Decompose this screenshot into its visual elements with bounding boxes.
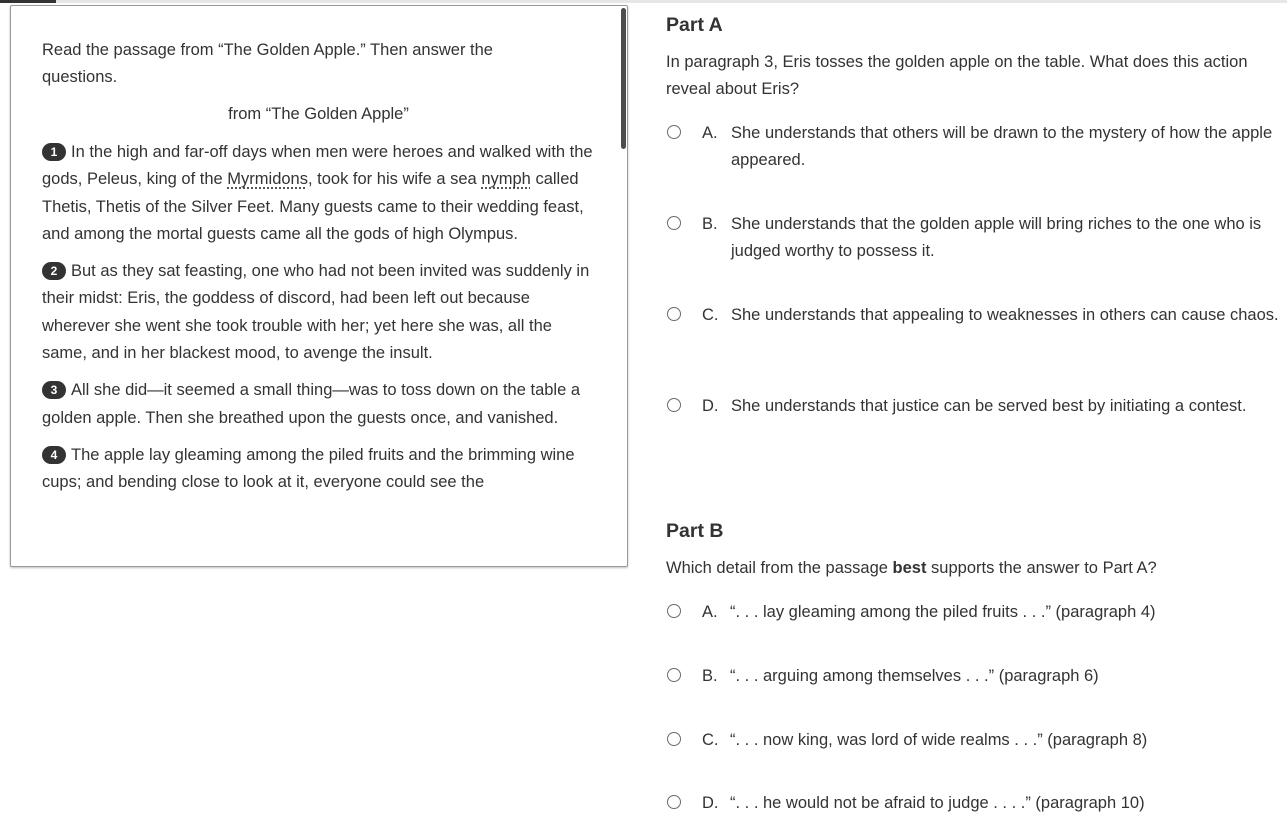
passage-panel[interactable] <box>10 5 628 567</box>
paragraph-number-badge: 4 <box>42 446 66 464</box>
radio-button[interactable] <box>667 125 681 139</box>
active-tab-indicator <box>0 0 56 3</box>
prompt-emphasis: best <box>892 559 927 577</box>
part-a-option-b[interactable] <box>666 211 1287 265</box>
passage-scroll-area[interactable] <box>11 6 627 566</box>
paragraph-text: In the high and far-off days when men were heroes and walked with the gods, Peleus, king of the <box>42 143 593 189</box>
radio-button[interactable] <box>667 668 681 682</box>
option-text: “. . . lay gleaming among the piled fruits . . .” (paragraph 4) <box>730 603 1156 621</box>
radio-button[interactable] <box>667 732 681 746</box>
radio-button[interactable] <box>667 795 681 809</box>
passage-paragraph-4 <box>42 442 595 497</box>
part-b-option-b[interactable] <box>666 663 1287 693</box>
part-b-option-c[interactable] <box>666 727 1287 757</box>
option-text: She understands that justice can be served best by initiating a contest. <box>731 397 1247 415</box>
part-a-heading: Part A <box>666 14 723 36</box>
option-text: “. . . now king, was lord of wide realms . . .” (paragraph 8) <box>730 731 1148 749</box>
option-letter: D. <box>702 397 719 415</box>
part-b-prompt <box>666 555 1266 582</box>
paragraph-number-badge: 3 <box>42 381 66 399</box>
option-letter: D. <box>702 794 719 812</box>
passage-title: from “The Golden Apple” <box>228 105 409 123</box>
option-text: She understands that others will be drawn to the mystery of how the apple appeared. <box>731 124 1273 169</box>
part-a-option-d[interactable] <box>666 393 1287 447</box>
prompt-text: supports the answer to Part A? <box>926 559 1157 577</box>
option-text: She understands that the golden apple will bring riches to the one who is judged worthy to possess it. <box>731 215 1262 260</box>
option-letter: A. <box>702 124 718 142</box>
option-letter: C. <box>702 731 719 749</box>
paragraph-number-badge: 1 <box>42 143 66 161</box>
passage-paragraph-1 <box>42 139 595 248</box>
part-b-option-a[interactable] <box>666 599 1287 629</box>
radio-button[interactable] <box>667 398 681 412</box>
glossary-term-myrmidons[interactable]: Myrmidons <box>227 170 308 189</box>
passage-intro: Read the passage from “The Golden Apple.” Then answer the questions. <box>42 41 493 86</box>
option-letter: A. <box>702 603 718 621</box>
paragraph-number-badge: 2 <box>42 262 66 280</box>
paragraph-text: , took for his wife a sea <box>307 170 482 189</box>
part-a-prompt: In paragraph 3, Eris tosses the golden apple on the table. What does this action reveal about Eris? <box>666 53 1248 98</box>
radio-button[interactable] <box>667 604 681 618</box>
option-letter: B. <box>702 667 718 685</box>
radio-button[interactable] <box>667 216 681 230</box>
part-b-heading: Part B <box>666 520 724 542</box>
paragraph-text: But as they sat feasting, one who had not been invited was suddenly in their midst: Eris, the goddess of discord, had been left out because wherever she went she took trouble with her; yet here she was, all the same, and in her blackest mood, to avenge the insult. <box>42 262 590 363</box>
option-text: “. . . arguing among themselves . . .” (paragraph 6) <box>730 667 1099 685</box>
questions-column <box>666 0 1287 829</box>
paragraph-text: called Thetis, Thetis of the Silver Feet. Many guests came to their wedding feast, and among the mortal guests came all the gods of high Olympus. <box>42 170 584 243</box>
passage-paragraph-2 <box>42 258 595 367</box>
glossary-term-nymph[interactable]: nymph <box>481 170 531 189</box>
passage-paragraph-3 <box>42 377 595 432</box>
option-text: She understands that appealing to weaknesses in others can cause chaos. <box>731 306 1279 324</box>
paragraph-text: All she did—it seemed a small thing—was to toss down on the table a golden apple. Then she breathed upon the guests once, and vanished. <box>42 381 581 427</box>
option-text: “. . . he would not be afraid to judge . . . .” (paragraph 10) <box>730 794 1145 812</box>
part-b-option-d[interactable] <box>666 790 1287 820</box>
prompt-text: Which detail from the passage <box>666 559 893 577</box>
passage-scrollbar-thumb[interactable] <box>621 8 626 149</box>
part-a-option-c[interactable] <box>666 302 1287 356</box>
paragraph-text: The apple lay gleaming among the piled fruits and the brimming wine cups; and bending close to look at it, everyone could see the <box>42 445 575 492</box>
part-a-option-a[interactable] <box>666 120 1287 174</box>
option-letter: B. <box>702 215 718 233</box>
radio-button[interactable] <box>667 307 681 321</box>
option-letter: C. <box>702 306 719 324</box>
